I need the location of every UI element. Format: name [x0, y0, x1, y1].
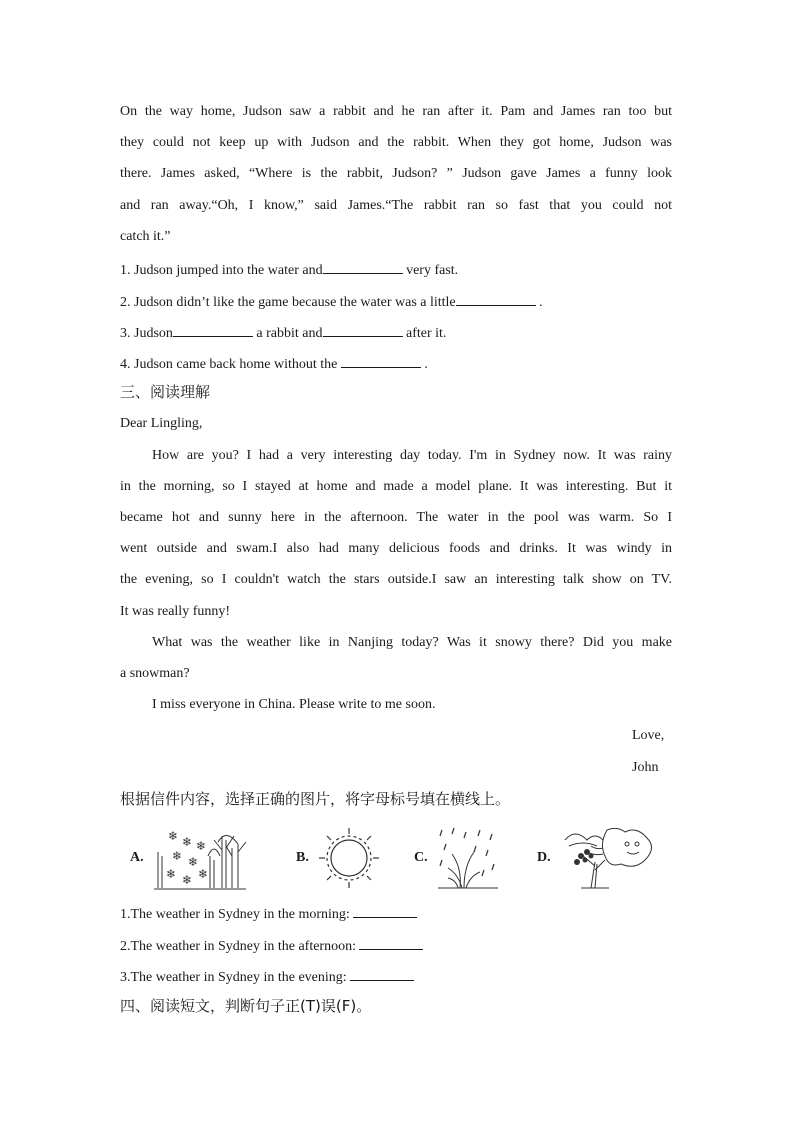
answer-blank[interactable]	[323, 321, 403, 337]
option-d	[537, 826, 659, 890]
snow-trees-icon	[152, 826, 248, 890]
option-letter: D.	[537, 850, 551, 865]
letter-p1-line-1: How are you? I had a very interesting day today. I'm in Sydney now. It was rainy	[152, 448, 672, 463]
svg-text:❄: ❄	[167, 829, 178, 843]
answer-blank[interactable]	[456, 290, 536, 306]
picture-question-3: 3.The weather in Sydney in the evening:	[120, 965, 414, 988]
rain-icon	[436, 826, 500, 890]
option-letter: C.	[414, 850, 428, 865]
option-b	[296, 826, 381, 890]
svg-text:❄: ❄	[187, 855, 198, 869]
option-letter: A.	[130, 850, 144, 865]
answer-blank[interactable]	[173, 321, 253, 337]
fill-question-2: 2. Judson didn’t like the game because the water was a little .	[120, 290, 543, 313]
picture-question-1: 1.The weather in Sydney in the morning:	[120, 902, 417, 925]
option-a	[130, 826, 248, 890]
section-3-title: 三、阅读理解	[120, 385, 211, 401]
letter-greeting: Dear Lingling,	[120, 416, 203, 431]
letter-p2-line-1: What was the weather like in Nanjing today? Was it snowy there? Did you make	[152, 635, 672, 650]
story-line-5: catch it.”	[120, 229, 171, 244]
svg-text:❄: ❄	[195, 839, 206, 853]
letter-p3: I miss everyone in China. Please write to me soon.	[152, 697, 436, 712]
picture-question-2: 2.The weather in Sydney in the afternoon:	[120, 934, 423, 957]
svg-text:❄: ❄	[165, 867, 176, 881]
sun-icon	[317, 826, 381, 890]
option-c	[414, 826, 500, 890]
letter-p1-line-3: became hot and sunny here in the afternoon. The water in the pool was warm. So I	[120, 510, 672, 525]
svg-text:❄: ❄	[181, 835, 192, 849]
answer-blank[interactable]	[341, 352, 421, 368]
letter-p1-line-5: the evening, so I couldn't watch the stars outside.I saw an interesting talk show on TV.	[120, 572, 672, 587]
fill-question-4: 4. Judson came back home without the .	[120, 352, 428, 375]
story-line-4: and ran away.“Oh, I know,” said James.“The rabbit ran so fast that you could not	[120, 198, 672, 213]
svg-text:❄: ❄	[197, 867, 208, 881]
letter-p1-line-2: in the morning, so I stayed at home and made a model plane. It was interesting. But it	[120, 479, 672, 494]
answer-blank[interactable]	[359, 934, 423, 950]
option-letter: B.	[296, 850, 309, 865]
letter-closing: Love,	[632, 728, 665, 743]
letter-p1-line-6: It was really funny!	[120, 604, 231, 619]
story-line-2: they could not keep up with Judson and the rabbit. When they got home, Judson was	[120, 135, 672, 150]
picture-instruction: 根据信件内容，选择正确的图片，将字母标号填在横线上。	[120, 790, 511, 808]
letter-p2-line-2: a snowman?	[120, 666, 190, 681]
svg-text:❄: ❄	[181, 873, 192, 887]
fill-question-3: 3. Judson a rabbit and after it.	[120, 321, 446, 344]
answer-blank[interactable]	[350, 965, 414, 981]
letter-p1-line-4: went outside and swam.I also had many delicious foods and drinks. It was windy in	[120, 541, 672, 556]
fill-question-1: 1. Judson jumped into the water and very fast.	[120, 258, 458, 281]
answer-blank[interactable]	[353, 902, 417, 918]
story-line-3: there. James asked, “Where is the rabbit, Judson? ” Judson gave James a funny look	[120, 166, 672, 181]
section-4-title: 四、阅读短文，判断句子正(T)误(F)。	[120, 997, 372, 1015]
story-line-1: On the way home, Judson saw a rabbit and he ran after it. Pam and James ran too but	[120, 104, 672, 119]
letter-signature: John	[632, 760, 659, 775]
wind-icon	[559, 826, 659, 890]
svg-text:❄: ❄	[171, 849, 182, 863]
answer-blank[interactable]	[323, 258, 403, 274]
